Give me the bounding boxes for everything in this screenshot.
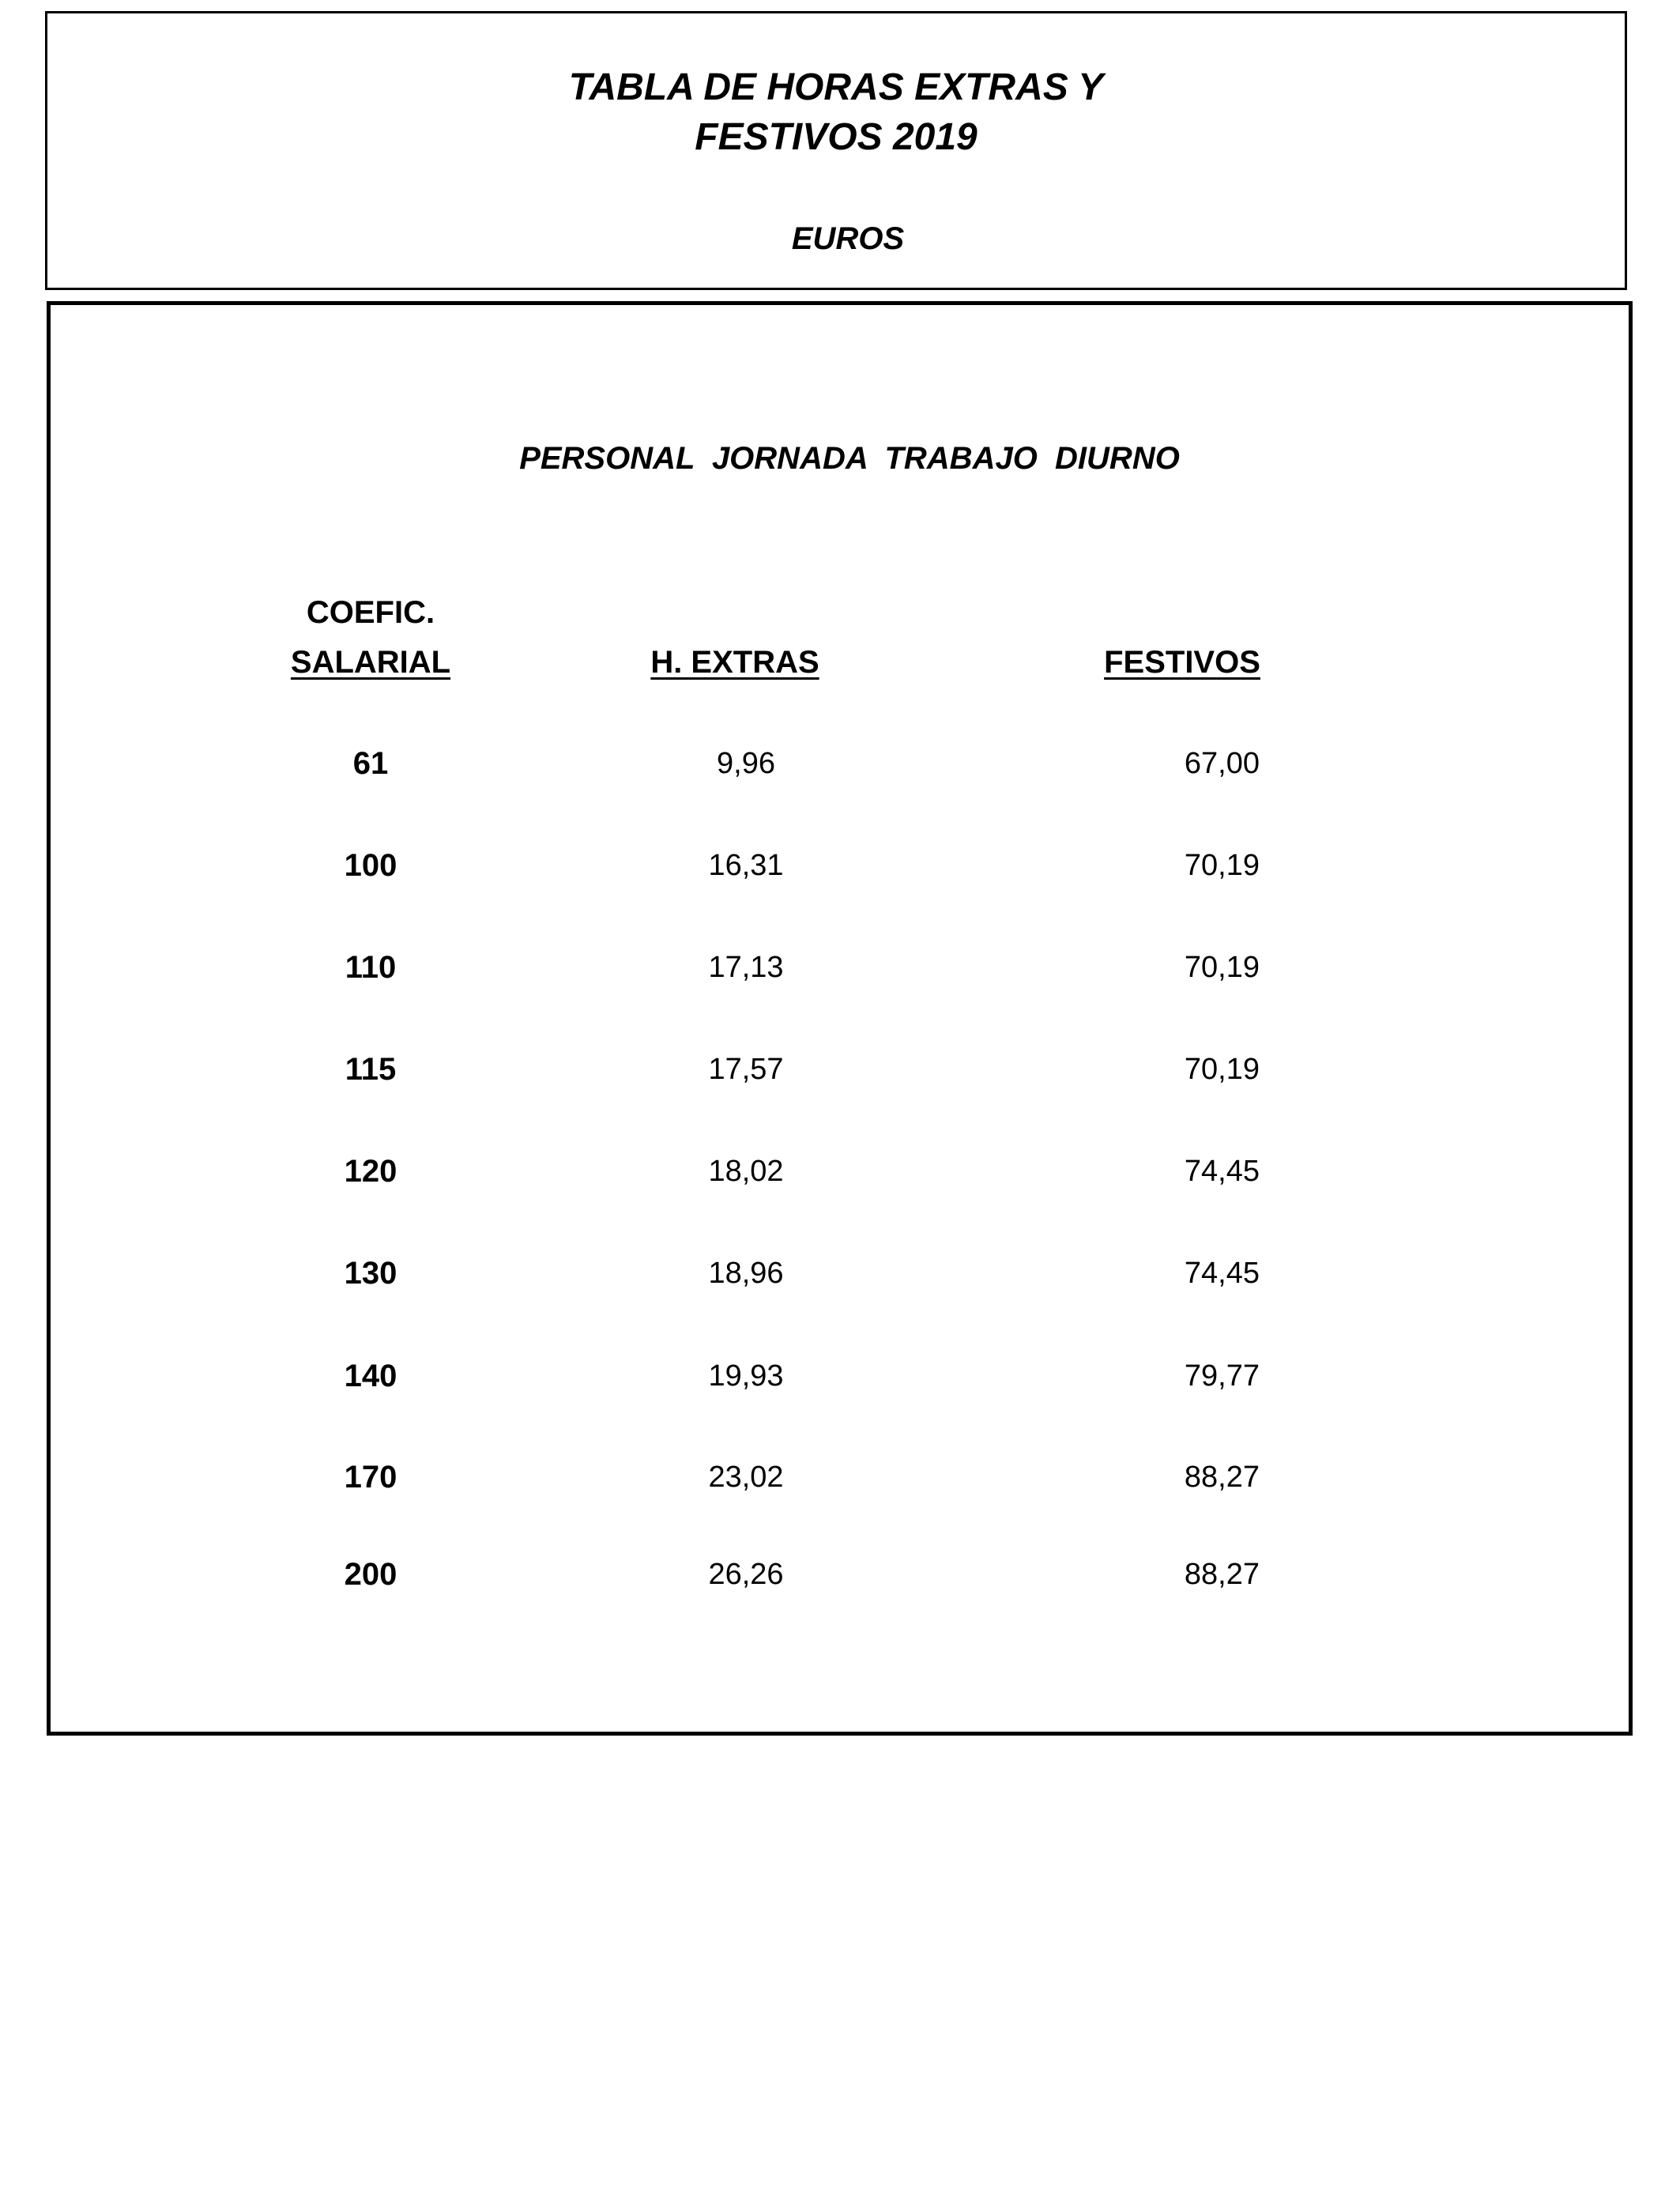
coef-cell: 110 — [345, 950, 397, 985]
festivos-cell: 70,19 — [1184, 1053, 1260, 1086]
page-title-line-2: FESTIVOS 2019 — [695, 116, 977, 158]
extras-cell: 18,02 — [708, 1155, 784, 1188]
extras-cell: 19,93 — [708, 1359, 784, 1393]
extras-cell: 17,13 — [708, 951, 784, 984]
table-row — [51, 1352, 1629, 1400]
table-row — [51, 1250, 1629, 1297]
page-title-line-1: TABLA DE HORAS EXTRAS Y — [568, 66, 1104, 108]
coef-cell: 140 — [344, 1359, 397, 1393]
coef-cell: 61 — [352, 746, 389, 781]
extras-cell: 17,57 — [708, 1053, 784, 1086]
column-header-coef-line-2: SALARIAL — [290, 645, 451, 680]
extras-cell: 23,02 — [708, 1461, 784, 1494]
table-row — [51, 1453, 1629, 1501]
column-header-coef-line-1: COEFIC. — [306, 595, 435, 630]
title-box — [45, 11, 1627, 290]
extras-cell: 9,96 — [717, 747, 775, 780]
extras-cell: 16,31 — [708, 849, 784, 882]
festivos-cell: 88,27 — [1184, 1558, 1260, 1591]
festivos-cell: 67,00 — [1184, 747, 1260, 780]
coef-cell: 120 — [344, 1154, 397, 1189]
table-row — [51, 1148, 1629, 1195]
coef-cell: 200 — [344, 1557, 397, 1592]
coef-cell: 115 — [345, 1052, 397, 1087]
coef-cell: 170 — [344, 1460, 397, 1495]
table-row — [51, 1551, 1629, 1598]
table-row — [51, 740, 1629, 787]
festivos-cell: 70,19 — [1184, 849, 1260, 882]
currency-units: EUROS — [791, 221, 905, 256]
table-row — [51, 842, 1629, 889]
table-row — [51, 1046, 1629, 1093]
festivos-cell: 70,19 — [1184, 951, 1260, 984]
festivos-cell: 88,27 — [1184, 1461, 1260, 1494]
table-body — [51, 305, 1629, 1732]
extras-cell: 26,26 — [708, 1558, 784, 1591]
rates-table-box — [47, 301, 1633, 1736]
table-row — [51, 944, 1629, 991]
coef-cell: 130 — [344, 1256, 397, 1291]
festivos-cell: 79,77 — [1184, 1359, 1260, 1393]
column-header-extras: H. EXTRAS — [650, 645, 819, 680]
festivos-cell: 74,45 — [1184, 1257, 1260, 1290]
column-header-festivos: FESTIVOS — [1104, 645, 1260, 680]
extras-cell: 18,96 — [708, 1257, 784, 1290]
section-title: PERSONAL JORNADA TRABAJO DIURNO — [519, 441, 1180, 476]
coef-cell: 100 — [344, 848, 397, 883]
festivos-cell: 74,45 — [1184, 1155, 1260, 1188]
